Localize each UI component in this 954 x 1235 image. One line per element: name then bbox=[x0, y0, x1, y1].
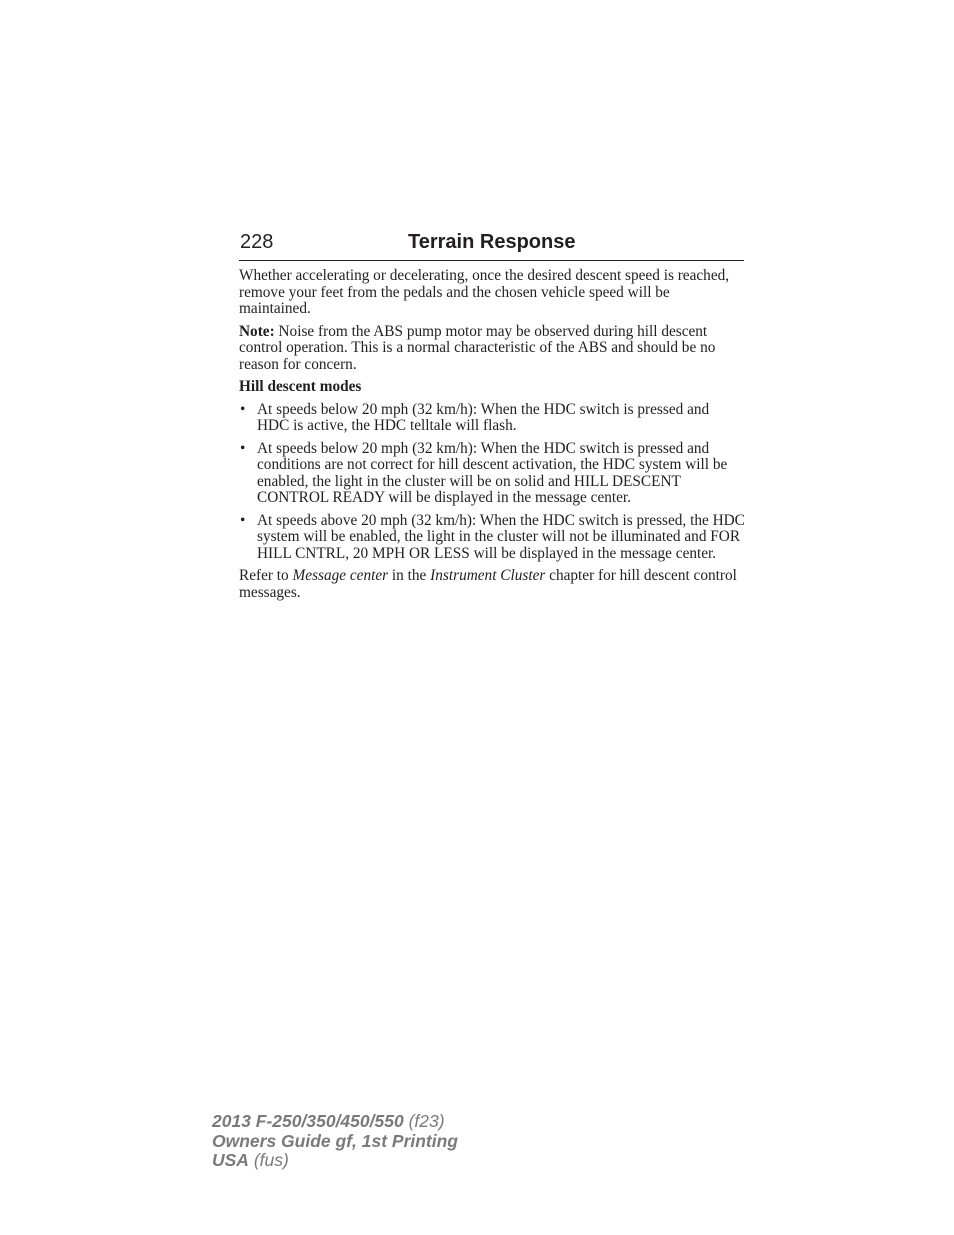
refer-prefix: Refer to bbox=[239, 567, 293, 584]
hill-descent-modes-list bbox=[239, 402, 745, 563]
list-item bbox=[239, 402, 745, 435]
list-item-text: At speeds below 20 mph (32 km/h): When the HDC switch is pressed and conditions are not correct for hill descent activation, the HDC system will be enabled, the light in the cluster will be on solid and HILL DESCENT CONTROL READY will be displayed in the message center. bbox=[257, 439, 728, 506]
note-label: Note: bbox=[239, 322, 275, 340]
section-subheading: Hill descent modes bbox=[239, 378, 362, 395]
page-header bbox=[239, 228, 744, 261]
bullet-icon: • bbox=[240, 400, 246, 418]
list-item-text: At speeds below 20 mph (32 km/h): When the HDC switch is pressed and HDC is active, the HDC telltale will flash. bbox=[257, 400, 710, 434]
note-text: Noise from the ABS pump motor may be observed during hill descent control operation. This is a normal characteristic of the ABS and should be no reason for concern. bbox=[239, 322, 716, 373]
chapter-title: Terrain Response bbox=[408, 231, 576, 253]
footer-guide: Owners Guide gf, 1st Printing bbox=[212, 1130, 458, 1151]
instrument-cluster-reference: Instrument Cluster bbox=[430, 567, 546, 584]
list-item-text: At speeds above 20 mph (32 km/h): When the HDC switch is pressed, the HDC system will be enabled, the light in the cluster will not be illuminated and FOR HILL CNTRL, 20 MPH OR LESS will be displayed in the message center. bbox=[257, 511, 745, 562]
page-number: 228 bbox=[240, 231, 274, 253]
refer-paragraph bbox=[239, 568, 745, 601]
list-item bbox=[239, 441, 745, 507]
footer-region: USA bbox=[212, 1150, 249, 1170]
footer-line-region bbox=[212, 1151, 458, 1171]
list-item bbox=[239, 513, 745, 563]
footer-line-guide bbox=[212, 1132, 458, 1152]
bullet-icon: • bbox=[240, 439, 246, 457]
footer-model: 2013 F-250/350/450/550 bbox=[212, 1111, 404, 1131]
page-content bbox=[239, 268, 745, 607]
footer-line-model bbox=[212, 1112, 458, 1132]
note-paragraph bbox=[239, 324, 745, 374]
print-footer bbox=[212, 1112, 458, 1171]
refer-suffix: chapter for hill descent control messages. bbox=[239, 567, 737, 601]
intro-paragraph: Whether accelerating or decelerating, once the desired descent speed is reached, remove your feet from the pedals and the chosen vehicle speed will be maintained. bbox=[239, 267, 730, 317]
refer-middle: in the bbox=[388, 567, 431, 584]
footer-region-code: (fus) bbox=[248, 1150, 289, 1170]
footer-model-code: (f23) bbox=[403, 1111, 445, 1131]
message-center-reference: Message center bbox=[292, 567, 389, 584]
bullet-icon: • bbox=[240, 511, 246, 529]
